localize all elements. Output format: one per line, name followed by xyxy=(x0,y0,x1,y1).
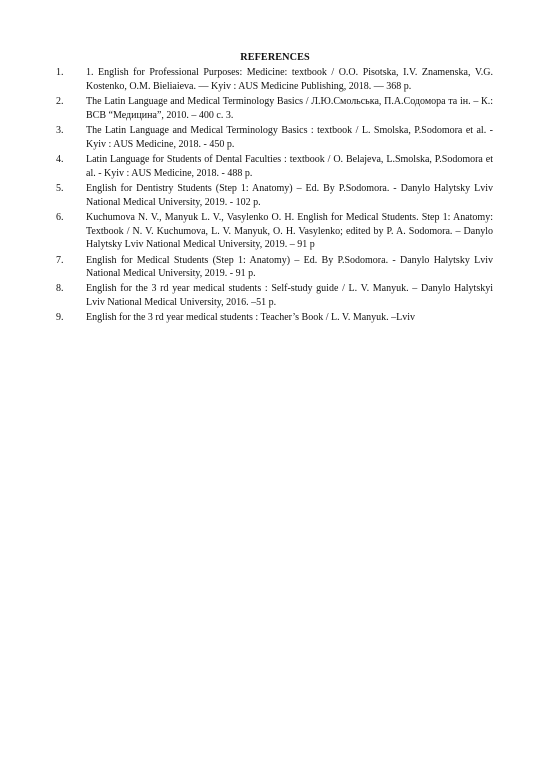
references-heading: REFERENCES xyxy=(240,52,310,63)
reference-text: The Latin Language and Medical Terminology Basics / Л.Ю.Смольська, П.А.Содомора та ін. – К.: ВСВ “Медицина”, 2010. – 400 с. 3. xyxy=(86,95,493,121)
reference-item xyxy=(56,124,493,151)
reference-number: 3. xyxy=(56,124,64,136)
reference-item xyxy=(56,282,493,309)
reference-number: 6. xyxy=(56,211,64,223)
reference-text: English for Medical Students (Step 1: Anatomy) – Ed. By P.Sodomora. - Danylo Halytsky Lviv National Medical University, 2019. - 91 p. xyxy=(86,254,493,280)
reference-number: 9. xyxy=(56,312,64,324)
reference-text: The Latin Language and Medical Terminology Basics : textbook / L. Smolska, P.Sodomora et al. - Kyiv : AUS Medicine, 2018. - 450 p. xyxy=(86,124,493,150)
reference-text: Kuchumova N. V., Manyuk L. V., Vasylenko O. H. English for Medical Students. Step 1: Anatomy: Textbook / N. V. Kuchumova, L. V. Manyuk, O. H. Vasylenko; edited by P. A. Sodomora. – Danylo Halytsky Lviv National Medical University, 2019. – 91 p xyxy=(86,211,493,251)
reference-item xyxy=(56,153,493,180)
reference-number: 4. xyxy=(56,153,64,165)
reference-text: English for Dentistry Students (Step 1: Anatomy) – Ed. By P.Sodomora. - Danylo Halytsky Lviv National Medical University, 2019. - 102 p. xyxy=(86,182,493,208)
reference-number: 2. xyxy=(56,95,64,107)
reference-number: 7. xyxy=(56,254,64,266)
reference-text: English for the 3 rd year medical students : Self-study guide / L. V. Manyuk. – Danylo Halytskyi Lviv National Medical University, 2016. –51 p. xyxy=(86,283,493,309)
reference-text: Latin Language for Students of Dental Faculties : textbook / O. Belajeva, L.Smolska, P.Sodomora et al. - Kyiv : AUS Medicine, 2018. - 488 p. xyxy=(86,153,493,179)
reference-item xyxy=(56,211,493,252)
reference-number: 1. xyxy=(56,67,64,78)
reference-text: 1. English for Professional Purposes: Medicine: textbook / O.O. Pisotska, I.V. Znamenska, V.G. Kostenko, O.M. Bieliaieva. — Kyiv : AUS Medicine Publishing, 2018. — 368 p. xyxy=(86,67,493,92)
reference-item xyxy=(56,182,493,209)
reference-item xyxy=(56,95,493,122)
reference-number: 8. xyxy=(56,283,64,295)
reference-item xyxy=(56,254,493,281)
reference-list xyxy=(56,66,493,327)
reference-text: English for the 3 rd year medical students : Teacher’s Book / L. V. Manyuk. –Lviv xyxy=(86,312,416,324)
reference-item xyxy=(56,66,493,93)
reference-item xyxy=(56,311,493,325)
reference-number: 5. xyxy=(56,182,64,194)
